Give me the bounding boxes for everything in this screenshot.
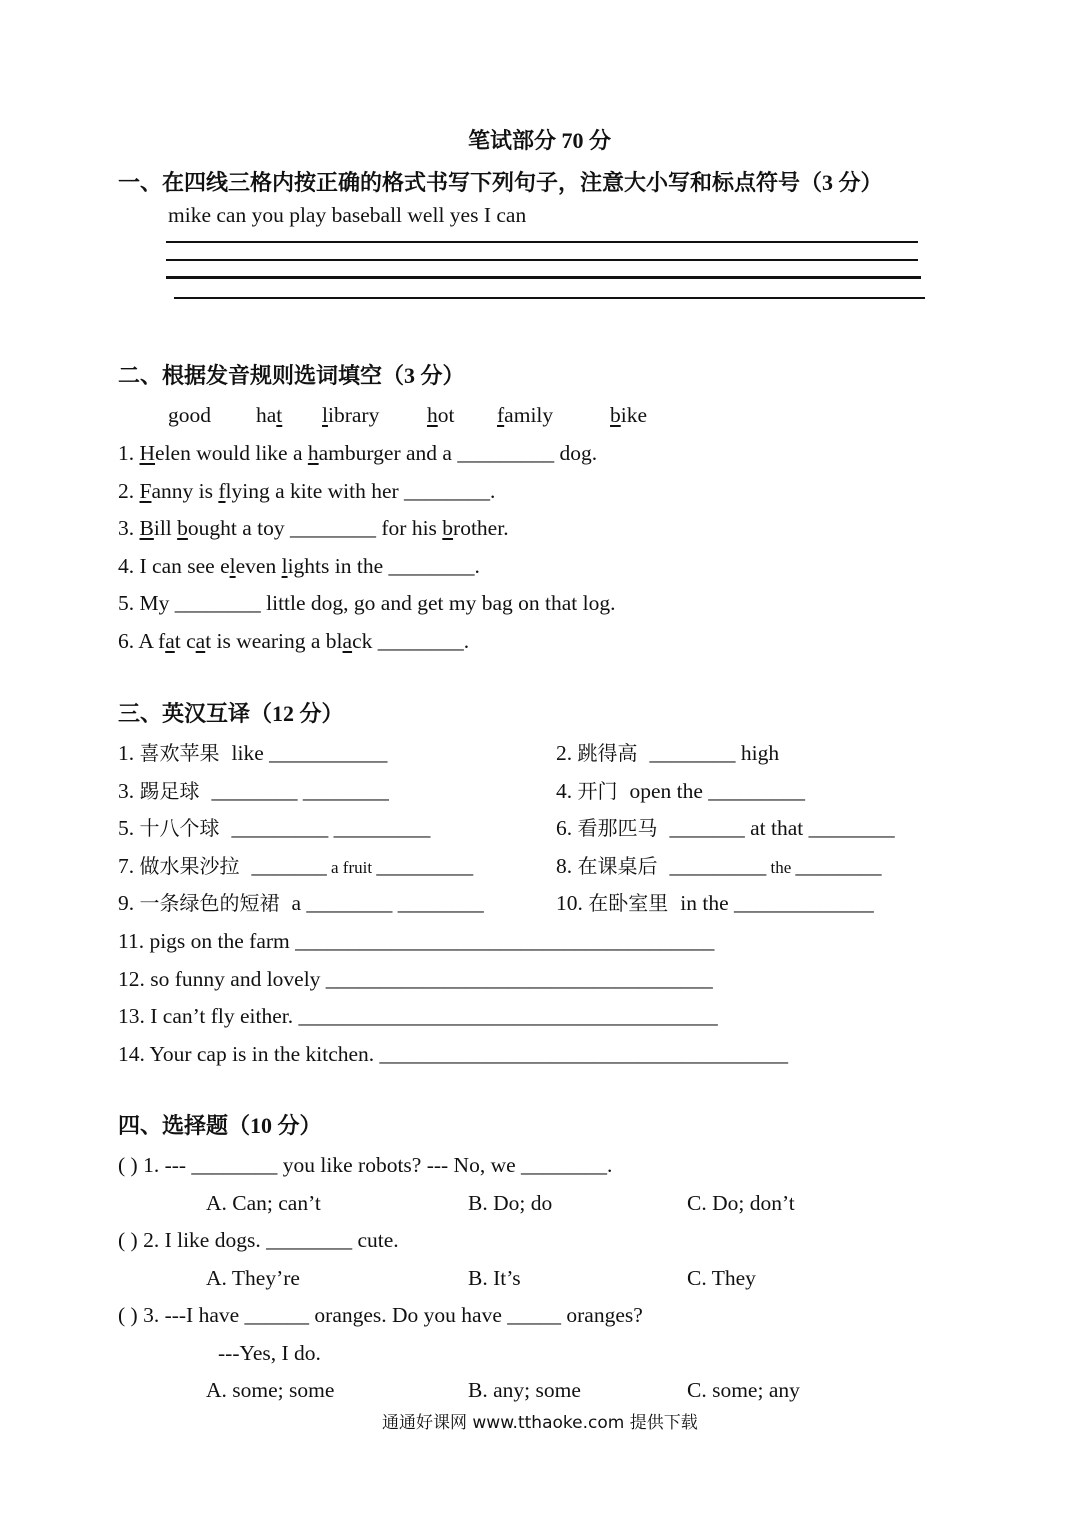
word-bank-item xyxy=(427,402,454,428)
chinese-phrase: 一条绿色的短裙 xyxy=(139,891,280,915)
item-text: ill xyxy=(153,516,178,540)
translation-item xyxy=(556,778,805,804)
writing-line-3 xyxy=(166,276,921,279)
underlined-letter: a xyxy=(342,628,353,653)
answer-text: ________ high xyxy=(649,741,780,765)
word-text: ood xyxy=(178,403,211,427)
chinese-phrase: 跳得高 xyxy=(577,741,638,765)
word-underlined-letter: b xyxy=(610,403,621,427)
item-number: 2. xyxy=(556,741,578,765)
chinese-phrase: 开门 xyxy=(577,778,618,803)
word-text: ike xyxy=(620,403,648,427)
item-text: ck ________. xyxy=(352,628,470,653)
option-a: A. They’re xyxy=(206,1265,300,1290)
fill-blank-item xyxy=(118,628,469,654)
translation-sentence: 13. I can’t fly either. _______________________________________ xyxy=(118,1004,718,1028)
answer-text: _______ at that ________ xyxy=(669,816,895,840)
question-stem: ( ) 3. ---I have ______ oranges. Do you have _____ oranges? xyxy=(118,1303,643,1327)
item-number: 2. xyxy=(118,478,140,503)
answer-text: like ___________ xyxy=(231,741,388,765)
chinese-phrase: 在卧室里 xyxy=(588,891,669,915)
answer-hint: the xyxy=(766,857,796,877)
item-number: 9. xyxy=(118,891,140,915)
translation-item xyxy=(118,853,473,881)
answer-text: _________ _________ xyxy=(231,816,431,840)
item-text: rother. xyxy=(453,516,509,540)
translation-sentence: 12. so funny and lovely ____________________________________ xyxy=(118,966,713,991)
option-b: B. any; some xyxy=(468,1378,581,1402)
underlined-letter: B xyxy=(139,516,154,540)
translation-sentence: 11. pigs on the farm _______________________________________ xyxy=(118,929,715,953)
answer-text: _________ xyxy=(669,853,767,878)
underlined-letter: f xyxy=(218,478,226,503)
underlined-letter: a xyxy=(195,628,206,653)
item-text: lying a kite with her ________. xyxy=(225,478,496,503)
item-number: 10. xyxy=(556,891,589,915)
item-text: ought a toy ________ for his xyxy=(187,516,443,540)
writing-line-1 xyxy=(166,241,918,243)
word-underlined-letter: l xyxy=(322,403,328,427)
word-underlined-letter: g xyxy=(168,403,179,427)
word-underlined-letter: h xyxy=(427,403,438,427)
item-text: A f xyxy=(138,628,166,653)
underlined-letter: l xyxy=(229,553,236,578)
chinese-phrase: 在课桌后 xyxy=(577,853,658,878)
item-number: 5. xyxy=(118,591,140,615)
chinese-phrase: 喜欢苹果 xyxy=(139,741,220,765)
page-footer: 通通好课网 www.tthaoke.com 提供下载 xyxy=(382,1413,698,1433)
answer-text: _______ xyxy=(251,853,327,878)
option-a: A. Can; can’t xyxy=(206,1190,321,1215)
option-b: B. It’s xyxy=(468,1265,521,1290)
item-number: 3. xyxy=(118,778,140,803)
option-c: C. some; any xyxy=(687,1378,800,1402)
question-stem: ( ) 2. I like dogs. ________ cute. xyxy=(118,1228,399,1252)
fill-blank-item xyxy=(118,440,597,466)
answer-hint: a fruit xyxy=(326,857,377,877)
underlined-letter: l xyxy=(281,553,288,578)
item-text: anny is xyxy=(151,478,219,503)
answer-blank: _________ xyxy=(376,853,474,878)
word-bank-item xyxy=(168,402,211,428)
fill-blank-item xyxy=(118,590,615,616)
option-c: C. They xyxy=(687,1265,756,1290)
underlined-letter: F xyxy=(139,478,152,503)
word-bank-item xyxy=(322,402,379,428)
underlined-letter: b xyxy=(177,516,188,540)
item-text: ights in the ________. xyxy=(287,553,480,578)
section-1-heading: 一、在四线三格内按正确的格式书写下列句子，注意大小写和标点符号（3 分） xyxy=(118,170,883,195)
writing-line-4 xyxy=(174,297,925,299)
translation-item xyxy=(556,815,895,841)
fill-blank-item xyxy=(118,515,509,541)
item-text: t is wearing a bl xyxy=(205,628,343,653)
translation-item xyxy=(556,853,882,881)
section-2-heading: 二、根据发音规则选词填空（3 分） xyxy=(118,363,465,388)
item-text: elen would like a xyxy=(155,441,308,465)
item-text: even xyxy=(235,553,282,578)
answer-text: a ________ ________ xyxy=(291,891,484,915)
question-continuation: ---Yes, I do. xyxy=(218,1340,321,1365)
underlined-letter: H xyxy=(139,441,156,465)
word-text: ha xyxy=(256,403,277,427)
underlined-letter: a xyxy=(165,628,175,653)
word-underlined-letter: t xyxy=(276,403,283,427)
translation-sentence: 14. Your cap is in the kitchen. ______________________________________ xyxy=(118,1041,789,1066)
word-underlined-letter: f xyxy=(497,403,505,427)
item-text: My ________ little dog, xyxy=(139,591,354,615)
item-text: I can see e xyxy=(139,553,230,578)
item-number: 6. xyxy=(556,816,578,840)
chinese-phrase: 踢足球 xyxy=(139,778,200,803)
question-stem: ( ) 1. --- ________ you like robots? --- No, we ________. xyxy=(118,1153,613,1177)
translation-item xyxy=(118,740,387,766)
answer-text: in the _____________ xyxy=(680,891,874,915)
word-text: amily xyxy=(504,403,554,427)
underlined-letter: g xyxy=(353,591,365,615)
translation-item xyxy=(118,778,389,804)
item-number: 8. xyxy=(556,853,578,878)
underlined-letter: h xyxy=(307,441,319,465)
word-text: ibrary xyxy=(327,403,380,427)
translation-item xyxy=(556,890,874,916)
item-number: 4. xyxy=(118,553,140,578)
underlined-letter: b xyxy=(442,516,454,540)
fill-blank-item xyxy=(118,553,480,579)
option-c: C. Do; don’t xyxy=(687,1190,795,1215)
translation-item xyxy=(556,740,779,766)
option-a: A. some; some xyxy=(206,1378,335,1402)
item-number: 6. xyxy=(118,628,139,653)
item-number: 1. xyxy=(118,441,140,465)
answer-text: open the _________ xyxy=(629,778,806,803)
chinese-phrase: 十八个球 xyxy=(139,816,220,840)
fill-blank-item xyxy=(118,478,495,504)
item-number: 4. xyxy=(556,778,578,803)
word-text: ot xyxy=(437,403,455,427)
writing-line-2 xyxy=(166,259,918,261)
item-number: 7. xyxy=(118,853,140,878)
item-text: amburger and a _________ dog. xyxy=(318,441,598,465)
answer-text: ________ ________ xyxy=(211,778,389,803)
item-number: 5. xyxy=(118,816,140,840)
item-text: o and xyxy=(364,591,418,615)
word-bank-item xyxy=(497,402,553,428)
item-number: 3. xyxy=(118,516,140,540)
section-3-heading: 三、英汉互译（12 分） xyxy=(118,701,344,726)
chinese-phrase: 看那匹马 xyxy=(577,816,658,840)
answer-blank: ________ xyxy=(795,853,882,878)
underlined-letter: g xyxy=(417,591,428,615)
option-b: B. Do; do xyxy=(468,1190,553,1215)
item-number: 1. xyxy=(118,741,140,765)
word-bank-item xyxy=(256,402,282,428)
section-4-heading: 四、选择题（10 分） xyxy=(118,1113,322,1138)
item-text: et my bag on that log. xyxy=(427,591,616,615)
word-bank-item xyxy=(610,402,647,428)
translation-item xyxy=(118,815,430,841)
section-1-sentence: mike can you play baseball well yes I can xyxy=(168,203,527,227)
page-title: 笔试部分 70 分 xyxy=(468,128,612,153)
chinese-phrase: 做水果沙拉 xyxy=(139,853,240,878)
item-text: t c xyxy=(174,628,196,653)
translation-item xyxy=(118,890,484,916)
